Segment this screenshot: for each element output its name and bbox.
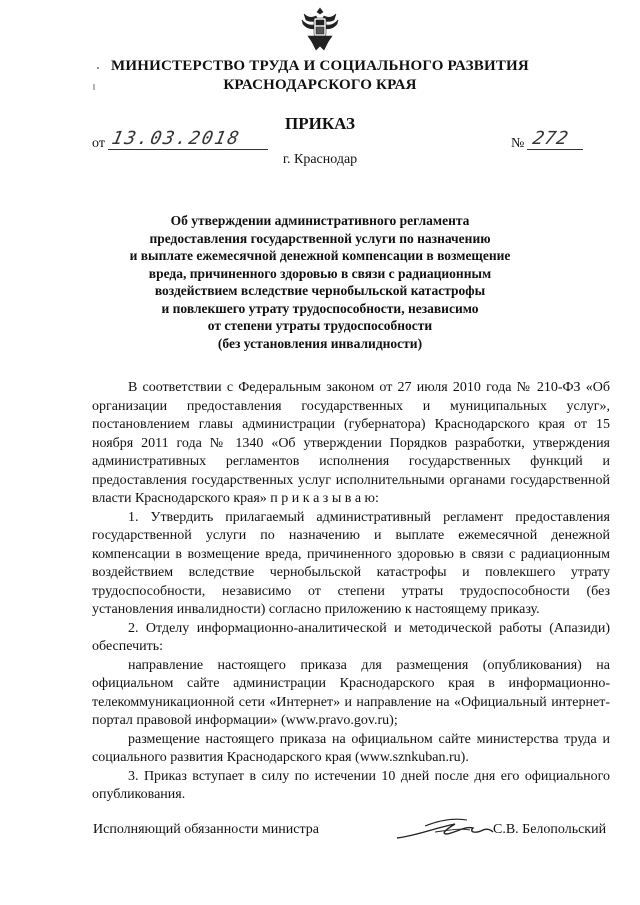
title-line: и повлекшего утрату трудоспособности, независимо <box>161 300 479 316</box>
handwritten-signature <box>395 808 495 848</box>
title-line: предоставления государственной услуги по назначению <box>149 230 491 246</box>
item-2a-paragraph: направление настоящего приказа для размещения (опубликования) на официальном сайте администрации Краснодарского края в информационно-телекоммуникационной сети «Интернет» и направление на «Официальный интернет-портал правовой информации» (www.pravo.gov.ru); <box>92 657 610 728</box>
coat-of-arms-icon <box>298 6 342 52</box>
title-line: вреда, причиненного здоровью в связи с радиационным <box>148 265 492 281</box>
order-heading: ПРИКАЗ <box>285 114 355 133</box>
date-label: от <box>92 136 105 151</box>
city: г. Краснодар <box>282 152 358 167</box>
item-1-paragraph: 1. Утвердить прилагаемый административный регламент предоставления государственной услуги по назначению и выплате ежемесячной денежной компенсации в возмещение вреда, причиненного здоровью в связи с радиационным воздействием вследствие чернобыльской катастрофы и повлекшего утрату трудоспособности, независимо от степени утраты трудоспособности (без установления инвалидности) согласно приложению к настоящему приказу. <box>92 509 610 617</box>
title-line: воздействием вследствие чернобыльской катастрофы <box>154 283 486 298</box>
item-2b-paragraph: размещение настоящего приказа на официальном сайте министерства труда и социального развития Краснодарского края (www.sznkuban.ru). <box>92 731 610 765</box>
item-3-paragraph: 3. Приказ вступает в силу по истечении 10 дней после дня его официального опубликования. <box>92 768 610 802</box>
number-underline <box>527 149 583 150</box>
ministry-name-line2: КРАСНОДАРСКОГО КРАЯ <box>223 77 417 93</box>
item-2-paragraph: 2. Отделу информационно-аналитической и методической работы (Апазиди) обеспечить: <box>92 620 610 654</box>
order-body <box>92 379 610 805</box>
order-title <box>120 212 520 352</box>
intro-paragraph: В соответствии с Федеральным законом от 27 июля 2010 года № 210-ФЗ «Об организации предоставления государственных и муниципальных услуг», постановлением главы администрации (губернатора) Краснодарского края от 15 ноября 2011 года № 1340 «Об утверждении Порядков разработки, утверждения административных регламентов исполнения государственных функций и предоставления государственных услуг исполнительными органами государственной власти Краснодарского края» п р и к а з ы в а ю: <box>92 380 610 506</box>
date-underline <box>108 149 268 150</box>
title-line: (без установления инвалидности) <box>217 335 423 351</box>
order-number: 272 <box>530 128 571 149</box>
title-line: от степени утраты трудоспособности <box>207 318 433 333</box>
title-line: и выплате ежемесячной денежной компенсации в возмещение <box>129 248 511 263</box>
signatory-position: Исполняющий обязанности министра <box>93 822 319 837</box>
signatory-name: С.В. Белопольский <box>493 822 607 837</box>
number-label: № <box>511 136 525 151</box>
order-date: 13.03.2018 <box>109 128 243 149</box>
ministry-name-line1: МИНИСТЕРСТВО ТРУДА И СОЦИАЛЬНОГО РАЗВИТИЯ <box>111 58 529 74</box>
title-line: Об утверждении административного регламента <box>170 213 470 228</box>
